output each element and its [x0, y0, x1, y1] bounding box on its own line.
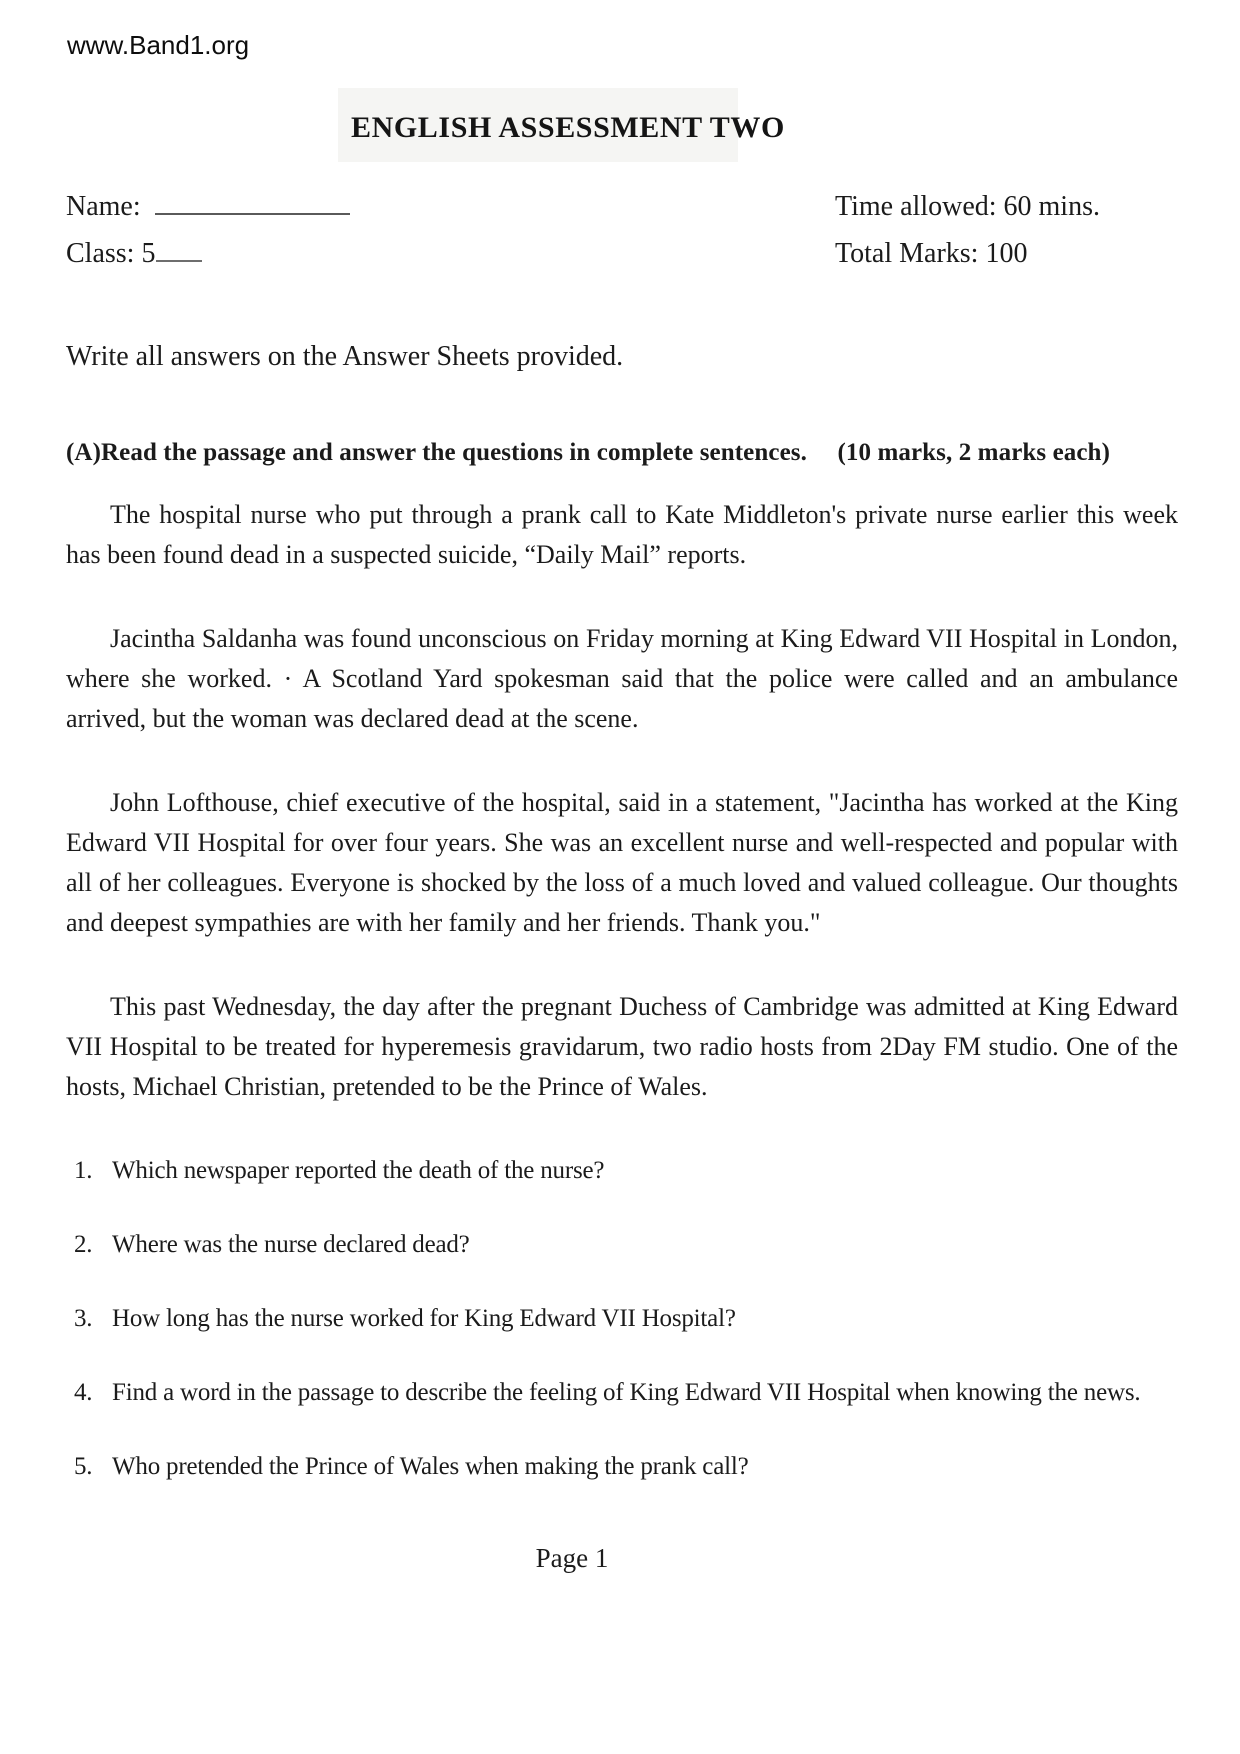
header-info-right — [835, 191, 1100, 285]
question-text: How long has the nurse worked for King Edward VII Hospital? — [112, 1305, 736, 1332]
page-number: Page 1 — [535, 1543, 609, 1573]
total-marks-text: Total Marks: 100 — [835, 238, 1028, 269]
question-text: Find a word in the passage to describe the feeling of King Edward VII Hospital when knowing the news. — [112, 1379, 1141, 1406]
name-blank-field — [155, 191, 350, 215]
page-title: ENGLISH ASSESSMENT TWO — [351, 111, 785, 144]
question-list — [66, 1151, 1178, 1487]
header-info — [66, 191, 1178, 291]
question-item-3 — [74, 1299, 1178, 1339]
question-number: 1. — [74, 1157, 93, 1184]
time-allowed-text: Time allowed: 60 mins. — [835, 191, 1100, 222]
class-label: Class: — [66, 238, 142, 269]
reading-passage — [66, 495, 1178, 1107]
class-value: 5 — [141, 238, 156, 269]
question-text: Which newspaper reported the death of the nurse? — [112, 1157, 605, 1184]
site-watermark: www.Band1.org — [67, 30, 250, 60]
section-a-heading-text: (A)Read the passage and answer the questions in complete sentences. — [66, 439, 807, 466]
name-label: Name: — [66, 191, 141, 222]
question-item-4 — [74, 1373, 1178, 1413]
question-item-2 — [74, 1225, 1178, 1265]
question-item-5 — [74, 1447, 1178, 1487]
question-text: Who pretended the Prince of Wales when making the prank call? — [112, 1453, 749, 1480]
question-number: 2. — [74, 1231, 93, 1258]
instruction-text: Write all answers on the Answer Sheets provided. — [66, 341, 624, 372]
passage-paragraph-1: The hospital nurse who put through a prank call to Kate Middleton's private nurse earlier this week has been found dead in a suspected suicide, “Daily Mail” reports. — [66, 500, 1178, 569]
question-number: 4. — [74, 1379, 93, 1406]
passage-paragraph-3: John Lofthouse, chief executive of the hospital, said in a statement, "Jacintha has worked at the King Edward VII Hospital for over four years. She was an excellent nurse and well-respected and popular with all of her colleagues. Everyone is shocked by the loss of a much loved and valued colleague. Our thoughts and deepest sympathies are with her family and her friends. Thank you." — [66, 788, 1178, 937]
question-text: Where was the nurse declared dead? — [112, 1231, 470, 1258]
question-number: 3. — [74, 1305, 93, 1332]
passage-paragraph-4: This past Wednesday, the day after the pregnant Duchess of Cambridge was admitted at King Edward VII Hospital to be treated for hyperemesis gravidarum, two radio hosts from 2Day FM studio. One of the hosts, Michael Christian, pretended to be the Prince of Wales. — [66, 992, 1178, 1101]
passage-paragraph-2: Jacintha Saldanha was found unconscious on Friday morning at King Edward VII Hospital in London, where she worked. · A Scotland Yard spokesman said that the police were called and an ambulance arrived, but the woman was declared dead at the scene. — [66, 624, 1178, 733]
question-item-1 — [74, 1151, 1178, 1191]
section-a-marks: (10 marks, 2 marks each) — [837, 439, 1110, 466]
class-blank-field — [156, 238, 202, 262]
question-number: 5. — [74, 1453, 93, 1480]
section-a-heading — [66, 439, 1178, 467]
